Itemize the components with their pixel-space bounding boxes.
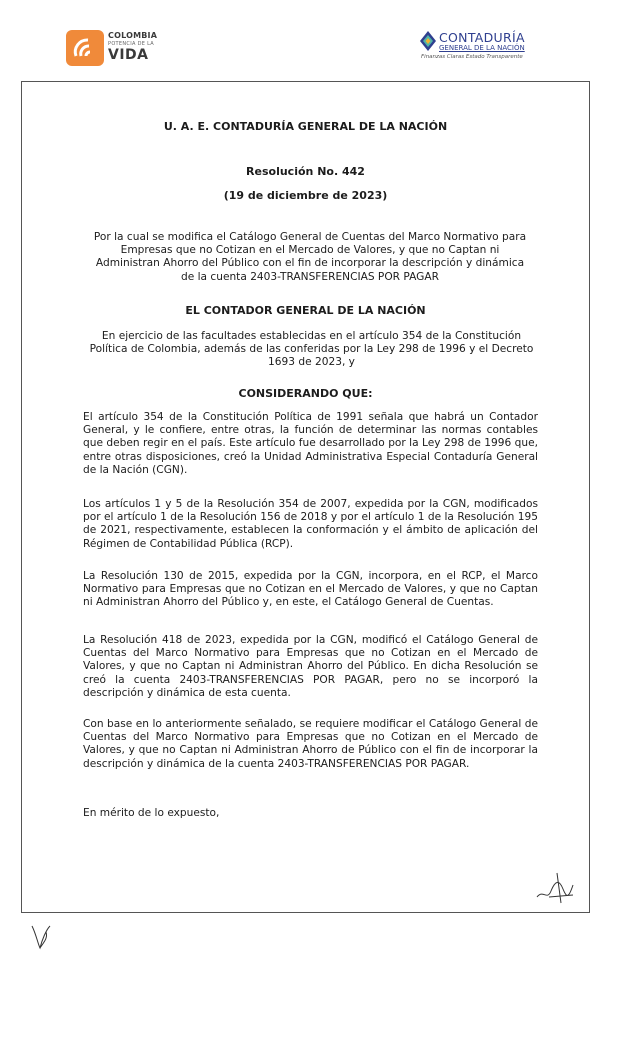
- powers-paragraph: En ejercicio de las facultades establecidas en el artículo 354 de la Constitución Política de Colombia, además de las conferidas por la Ley 298 de 1996 y el Decreto 1693 de 2023, y: [89, 330, 534, 369]
- margin-initial-icon: [30, 922, 54, 952]
- resolution-number: Resolución No. 442: [246, 165, 365, 178]
- contaduria-general-logo: [419, 30, 569, 66]
- logo-emblem-icon: [66, 30, 104, 66]
- resolution-summary: Por la cual se modifica el Catálogo General de Cuentas del Marco Normativo para Empresas que no Cotizan en el Mercado de Valores, y que no Captan ni Administran Ahorro del Público con el fin de incorporar la descripción y dinámica de la cuenta 2403-TRANSFERENCIAS POR PAGAR: [93, 231, 527, 283]
- considering-paragraph-5: Con base en lo anteriormente señalado, se requiere modificar el Catálogo General de Cuentas del Marco Normativo para Empresas que no Cotizan en el Mercado de Valores, y que no Captan ni Administran Ahorro de Público con el fin de incorporar la descripción y dinámica de la cuenta 2403-TRANSFERENCIAS POR PAGAR.: [83, 718, 538, 770]
- considering-paragraph-1: El artículo 354 de la Constitución Política de 1991 señala que habrá un Contador General, y le confiere, entre otras, la función de determinar las normas contables que deben regir en el país. Este artículo fue desarrollado por la Ley 298 de 1996 que, entre otras disposiciones, creó la Unidad Administrativa Especial Contaduría General de la Nación (CGN).: [83, 411, 538, 476]
- considering-paragraph-4: La Resolución 418 de 2023, expedida por la CGN, modificó el Catálogo General de Cuentas del Marco Normativo para Empresas que no Cotizan en el Mercado de Valores, y que no Captan ni Administran Ahorro del Público. En dicha Resolución se creó la cuenta 2403-TRANSFERENCIAS POR PAGAR, pero no se incorporó la descripción y dinámica de esta cuenta.: [83, 634, 538, 699]
- colombia-potencia-de-la-vida-logo: [66, 30, 166, 66]
- logo-left-line3: VIDA: [108, 47, 149, 63]
- signature-initials-icon: [533, 867, 581, 909]
- logo-left-line2: POTENCIA DE LA: [108, 41, 154, 47]
- resolution-date: (19 de diciembre de 2023): [223, 189, 388, 202]
- logo-left-line1: COLOMBIA: [108, 31, 158, 40]
- contaduria-emblem-icon: [419, 30, 437, 52]
- entity-heading: U. A. E. CONTADURÍA GENERAL DE LA NACIÓN: [163, 120, 448, 133]
- logo-right-title: CONTADURÍA: [439, 30, 525, 45]
- considering-heading: CONSIDERANDO QUE:: [238, 387, 373, 400]
- authority-heading: EL CONTADOR GENERAL DE LA NACIÓN: [185, 304, 426, 317]
- logo-right-tagline: Finanzas Claras Estado Transparente: [421, 54, 523, 60]
- document-frame: [21, 81, 590, 913]
- closing-line: En mérito de lo expuesto,: [83, 807, 220, 819]
- logo-right-subtitle: GENERAL DE LA NACIÓN: [439, 44, 525, 52]
- considering-paragraph-3: La Resolución 130 de 2015, expedida por la CGN, incorpora, en el RCP, el Marco Normativo para Empresas que no Cotizan en el Mercado de Valores, y que no Captan ni Administran Ahorro del Público y, en este, el Catálogo General de Cuentas.: [83, 570, 538, 609]
- considering-paragraph-2: Los artículos 1 y 5 de la Resolución 354 de 2007, expedida por la CGN, modificados por el artículo 1 de la Resolución 156 de 2018 y por el artículo 1 de la Resolución 195 de 2021, respectivamente, establecen la conformación y el ámbito de aplicación del Régimen de Contabilidad Pública (RCP).: [83, 498, 538, 550]
